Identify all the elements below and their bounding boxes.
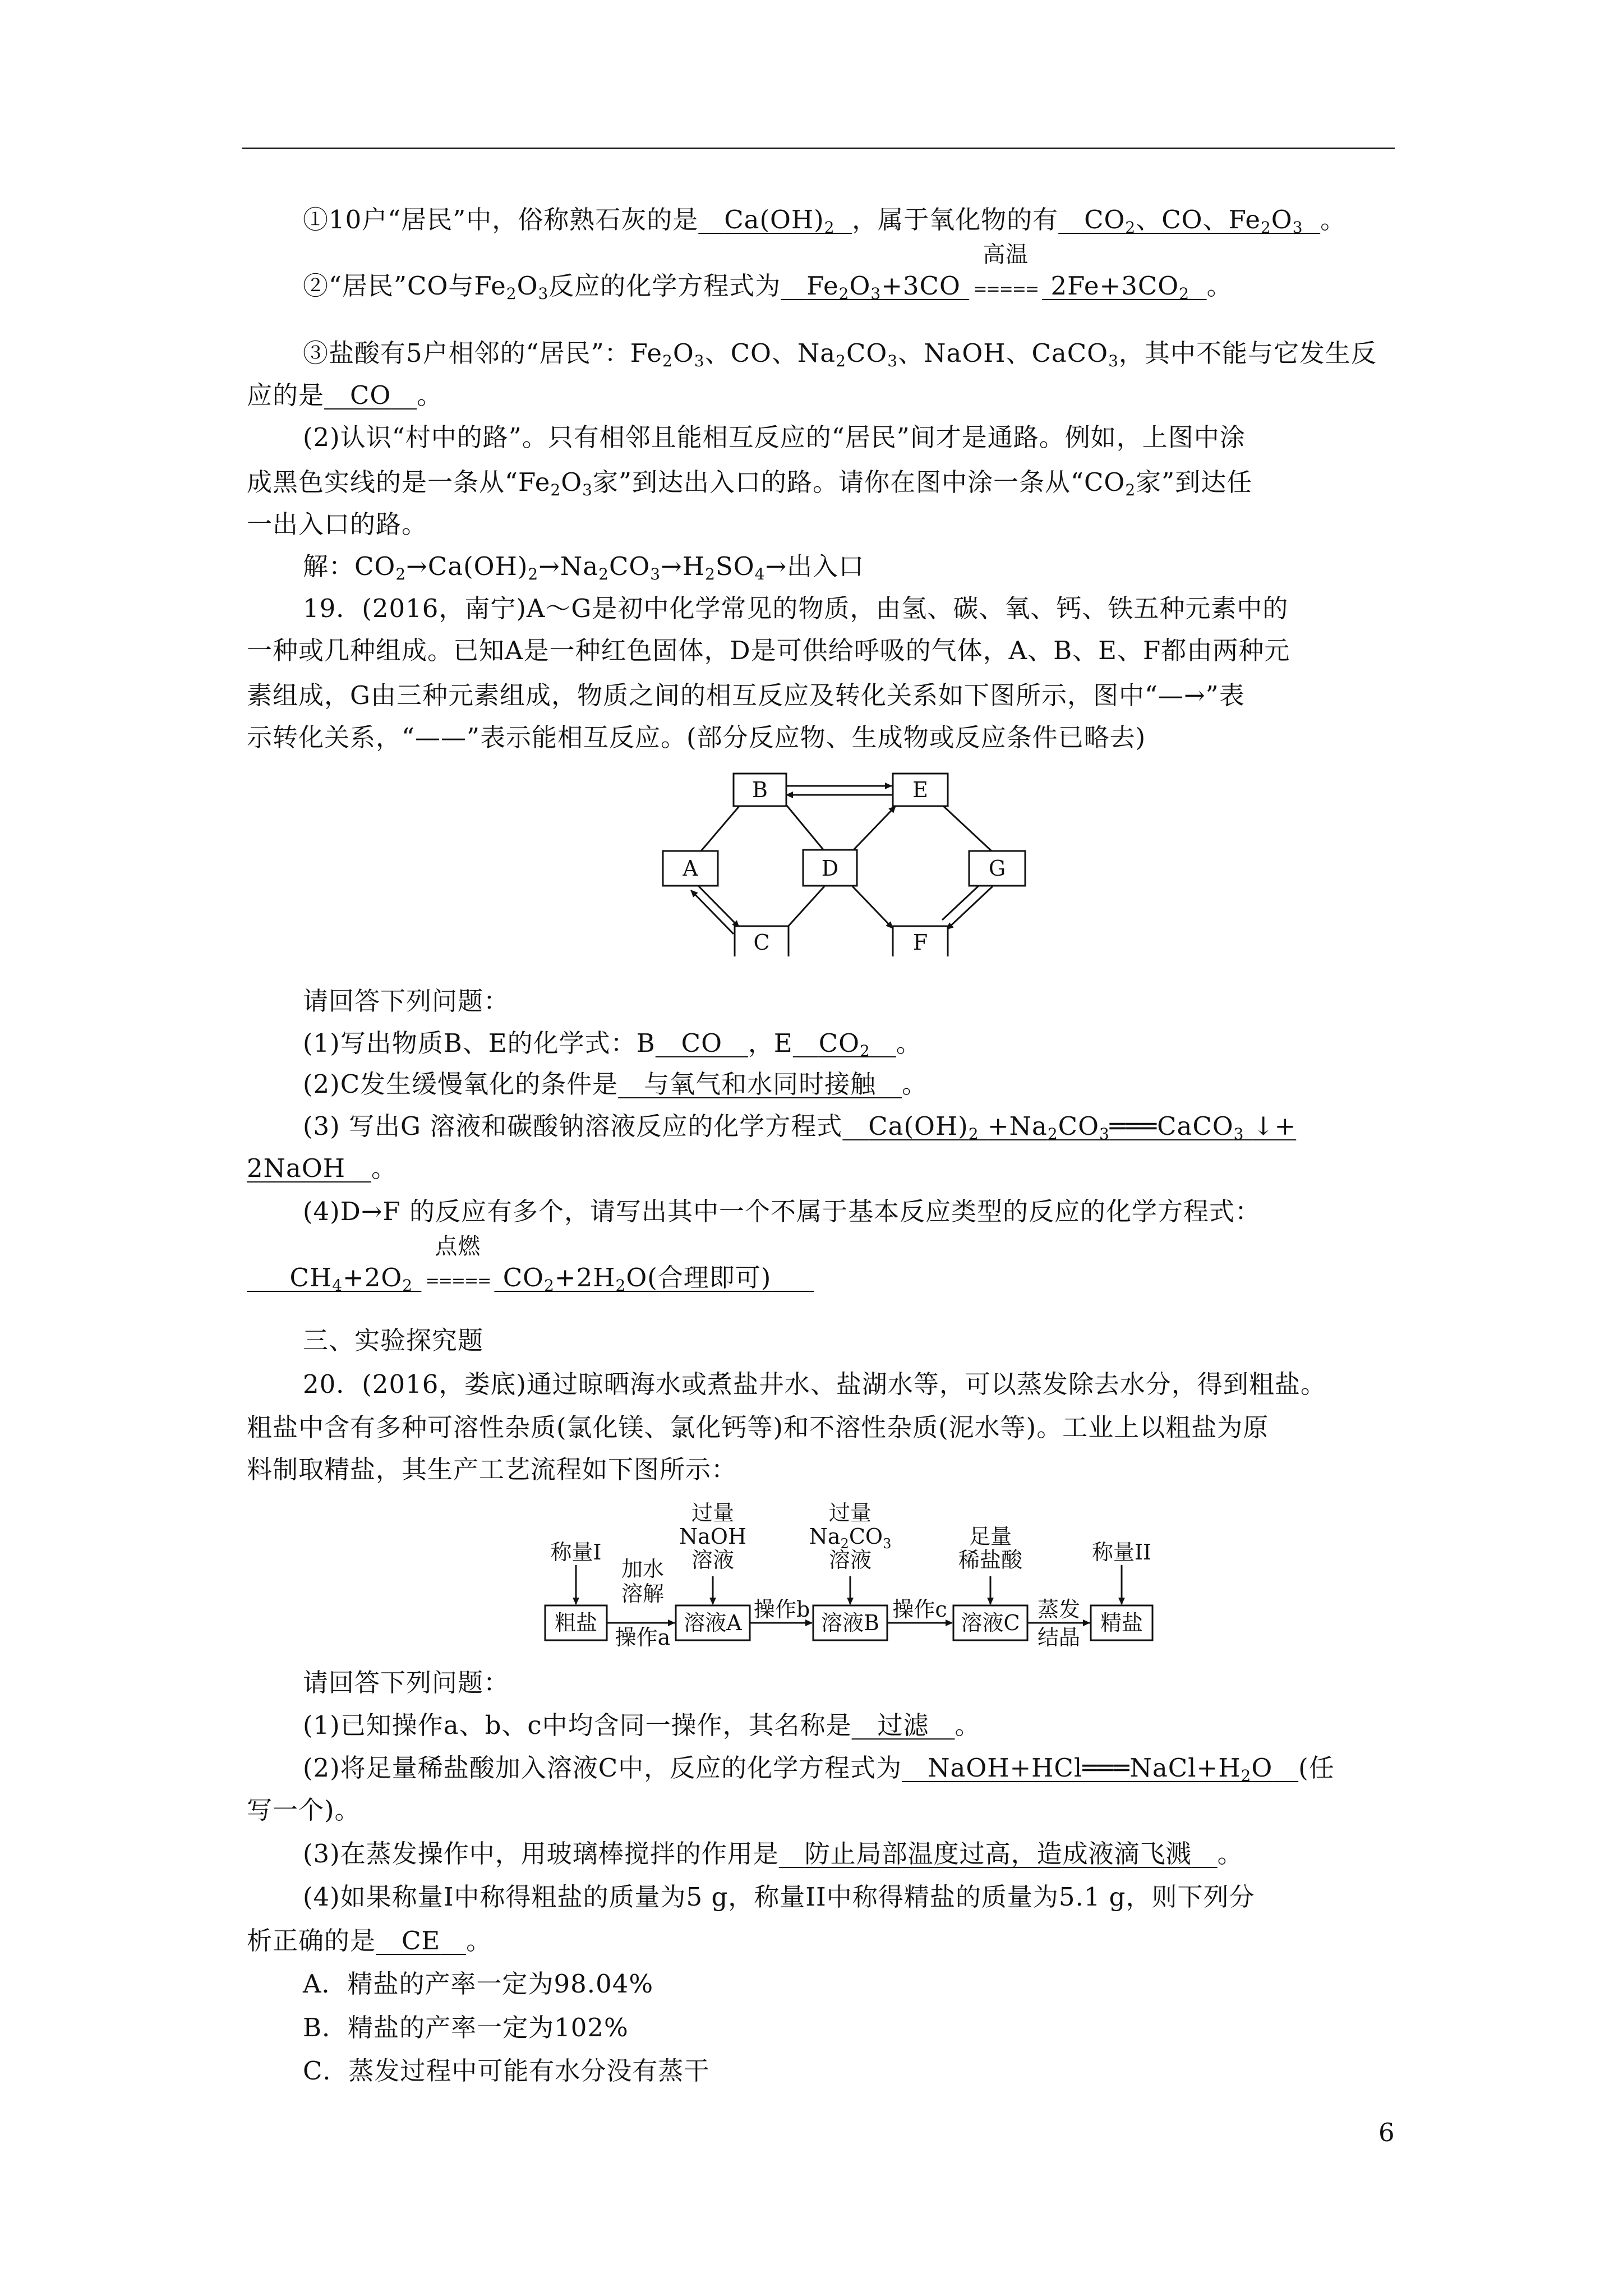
q20-line3: 料制取精盐，其生产工艺流程如下图所示：: [247, 1455, 737, 1484]
label-add-water: 加水: [621, 1557, 665, 1581]
q19-answer3-line2: 2NaOH 。: [247, 1153, 397, 1183]
label-weigh2: 称量II: [1091, 1540, 1152, 1565]
label-na2co3-solution: 溶液: [828, 1548, 872, 1572]
label-solution-c: 溶液C: [961, 1611, 1020, 1635]
label-dilute-hcl: 稀盐酸: [958, 1548, 1023, 1572]
node-b: B: [752, 777, 768, 802]
label-solution-a: 溶液A: [684, 1611, 742, 1635]
q19-line3: 素组成，G由三种元素组成，物质之间的相互反应及转化关系如下图所示，图中“—→”表: [247, 680, 1245, 710]
node-d: D: [821, 856, 839, 881]
q20-process-flow: [538, 1498, 1172, 1660]
q20-answer1: (1)已知操作a、b、c中均含同一操作，其名称是 过滤 。: [303, 1710, 981, 1740]
label-naoh: NaOH: [679, 1524, 747, 1549]
reaction-condition: 点燃 =====: [425, 1234, 491, 1291]
q19-answer1: (1)写出物质B、E的化学式：B CO ，E $CO_2$ 。: [303, 1028, 922, 1060]
q19-answer4: (4)D→F 的反应有多个，请写出其中一个不属于基本反应类型的反应的化学方程式：: [303, 1197, 1261, 1226]
label-op-a: 操作a: [615, 1625, 671, 1650]
q20-line2: 粗盐中含有多种可溶性杂质(氯化镁、氯化钙等)和不溶性杂质(泥水等)。工业上以粗盐为原: [247, 1412, 1269, 1442]
q18-solution: 解：$CO_2\to Ca(OH)_2\to Na_2CO_3\to H_2SO_4\to$出入口: [303, 551, 865, 583]
label-refined-salt: 精盐: [1100, 1611, 1144, 1635]
q20-option-b: B．精盐的产率一定为102%: [303, 2013, 629, 2042]
q18-part3-line1: ③盐酸有5户相邻的“居民”：$Fe_2O_3$、CO、$Na_2CO_3$、NaOH、CaCO$_3$，其中不能与它发生反: [303, 338, 1377, 370]
q20-option-a: A．精盐的产率一定为98.04%: [303, 1969, 654, 1999]
label-op-c: 操作c: [892, 1597, 947, 1622]
q20-line1: 20．(2016，娄底)通过晾晒海水或煮盐井水、盐湖水等，可以蒸发除去水分，得到粗盐。: [303, 1369, 1326, 1399]
label-crystallize: 结晶: [1037, 1625, 1081, 1650]
node-f: F: [912, 930, 928, 955]
node-c: C: [753, 930, 770, 955]
q20-ask: 请回答下列问题：: [303, 1668, 510, 1697]
reaction-condition: 高温 =====: [973, 242, 1039, 299]
q19-answer2: (2)C发生缓慢氧化的条件是 与氧气和水同时接触 。: [303, 1069, 928, 1099]
q19-answer4-equation: $CH_4+2O_2$ 点燃 ===== $CO_2+2H_2O$(合理即可): [247, 1255, 814, 1304]
q19-ask: 请回答下列问题：: [303, 986, 510, 1016]
q20-option-c: C．蒸发过程中可能有水分没有蒸干: [303, 2056, 710, 2086]
page-number: 6: [1378, 2118, 1395, 2147]
label-crude-salt: 粗盐: [554, 1611, 598, 1635]
q18-part4-line2: 成黑色实线的是一条从“$Fe_2O_3$家”到达出入口的路。请你在图中涂一条从“$CO_2$家”到达任: [247, 467, 1253, 499]
label-solution-b: 溶液B: [821, 1611, 879, 1635]
node-a: A: [683, 856, 698, 881]
q20-answer2-line1: (2)将足量稀盐酸加入溶液C中，反应的化学方程式为 $NaOH+HCl═══NaCl+H_2O$ (任: [303, 1753, 1335, 1785]
label-hcl-sufficient: 足量: [969, 1524, 1012, 1549]
q18-part4-line1: (2)认识“村中的路”。只有相邻且能相互反应的“居民”间才是通路。例如，上图中涂: [303, 422, 1246, 452]
header-rule: [242, 148, 1395, 149]
label-na2co3: $Na_2CO_3$: [809, 1524, 892, 1552]
section3-heading: 三、实验探究题: [303, 1326, 484, 1355]
label-weigh1: 称量I: [550, 1540, 602, 1565]
q19-line2: 一种或几种组成。已知A是一种红色固体，D是可供给呼吸的气体，A、B、E、F都由两种元: [247, 636, 1290, 665]
q20-answer4-line2: 析正确的是 CE 。: [247, 1926, 492, 1955]
q18-part3-line2: 应的是 CO 。: [247, 380, 443, 410]
q18-part2: ②“居民”CO与$Fe_2O_3$反应的化学方程式为 $Fe_2O_3+3CO$ 高温 ===== $2Fe+3CO_2$ 。: [303, 264, 1233, 312]
q19-relation-diagram: [656, 766, 1038, 956]
label-op-b: 操作b: [753, 1597, 810, 1622]
label-evaporate: 蒸发: [1037, 1597, 1081, 1622]
q20-answer4-line1: (4)如果称量I中称得粗盐的质量为5 g，称量II中称得精盐的质量为5.1 g，则下列分: [303, 1882, 1255, 1912]
q18-part4-line3: 一出入口的路。: [247, 509, 428, 539]
q19-answer3-line1: (3) 写出G 溶液和碳酸钠溶液反应的化学方程式 $Ca(OH)_2$ $+Na_2CO_3═══CaCO_3$ ↓+: [303, 1111, 1297, 1143]
node-g: G: [988, 856, 1006, 881]
label-naoh-solution: 溶液: [691, 1548, 735, 1572]
q18-part1: ①10户“居民”中，俗称熟石灰的是 $Ca(OH)_2$ ，属于氧化物的有 $CO_2$、CO、$Fe_2O_3$ 。: [303, 205, 1347, 237]
q19-line4: 示转化关系，“——”表示能相互反应。(部分反应物、生成物或反应条件已略去): [247, 723, 1146, 752]
q20-answer2-line2: 写一个)。: [247, 1795, 361, 1825]
label-naoh-excess: 过量: [691, 1501, 735, 1525]
q20-answer3: (3)在蒸发操作中，用玻璃棒搅拌的作用是 防止局部温度过高，造成液滴飞溅 。: [303, 1839, 1243, 1869]
node-e: E: [912, 777, 928, 802]
q19-line1: 19．(2016，南宁)A～G是初中化学常见的物质，由氢、碳、氧、钙、铁五种元素中的: [303, 593, 1289, 623]
label-na2co3-excess: 过量: [828, 1501, 872, 1525]
label-dissolve: 溶解: [621, 1581, 665, 1606]
